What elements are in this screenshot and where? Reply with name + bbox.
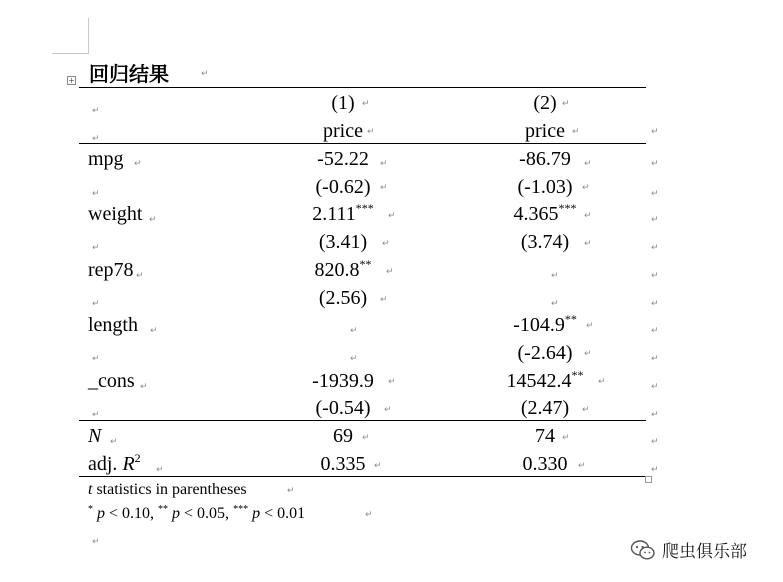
col2-depvar: price: [525, 120, 565, 142]
paragraph-mark: ↵: [374, 461, 382, 471]
row-label: mpg: [88, 148, 124, 170]
paragraph-mark: ↵: [651, 189, 659, 199]
row-label: _cons: [88, 370, 135, 392]
paragraph-mark: ↵: [384, 405, 392, 415]
paragraph-mark: ↵: [578, 461, 586, 471]
cell-col1: -1939.9: [312, 370, 374, 392]
paragraph-mark: ↵: [584, 239, 592, 249]
paragraph-mark: ↵: [136, 271, 144, 281]
stat-n-col2: 74: [535, 425, 555, 447]
note-significance: * p < 0.10, ** p < 0.05, *** p < 0.01: [88, 504, 306, 522]
header-rule: [79, 143, 646, 144]
table-move-handle[interactable]: +: [68, 76, 75, 85]
paragraph-mark: ↵: [562, 99, 570, 109]
col1-number: (1): [331, 92, 355, 114]
paragraph-mark: ↵: [584, 159, 592, 169]
stat-r2-col2: 0.330: [522, 453, 568, 475]
paragraph-mark: ↵: [586, 321, 594, 331]
cell-col1: 2.111***: [312, 201, 374, 225]
row-label: weight: [88, 203, 143, 225]
body-bottom-rule: [79, 420, 646, 421]
paragraph-mark: ↵: [92, 537, 100, 547]
paragraph-mark: ↵: [92, 106, 100, 116]
cell-col2: 4.365***: [513, 201, 577, 225]
paragraph-mark: ↵: [386, 267, 394, 277]
paragraph-mark: ↵: [92, 410, 100, 420]
paragraph-mark: ↵: [201, 69, 209, 79]
paragraph-mark: ↵: [92, 134, 100, 144]
paragraph-mark: ↵: [651, 127, 659, 137]
cell-col2: -86.79: [519, 148, 571, 170]
paragraph-mark: ↵: [651, 437, 659, 447]
paragraph-mark: ↵: [651, 243, 659, 253]
paragraph-mark: ↵: [572, 127, 580, 137]
paragraph-mark: ↵: [134, 159, 142, 169]
paragraph-mark: ↵: [582, 405, 590, 415]
table-top-rule: [79, 87, 646, 88]
row-label: rep78: [88, 259, 134, 281]
table-bottom-rule: [79, 476, 646, 477]
paragraph-mark: ↵: [380, 183, 388, 193]
paragraph-mark: ↵: [92, 299, 100, 309]
paragraph-mark: ↵: [651, 326, 659, 336]
paragraph-mark: ↵: [287, 486, 295, 496]
cell-col1: (-0.54): [315, 397, 371, 419]
cell-col1: (-0.62): [315, 176, 371, 198]
wechat-icon: [630, 539, 656, 561]
paragraph-mark: ↵: [651, 271, 659, 281]
paragraph-mark: ↵: [651, 159, 659, 169]
paragraph-mark: ↵: [651, 354, 659, 364]
stat-r2-label: adj. $R^2$: [88, 451, 141, 475]
paragraph-mark: ↵: [651, 299, 659, 309]
paragraph-mark: ↵: [380, 159, 388, 169]
cell-col2: -104.9**: [513, 312, 577, 336]
cell-col1: (2.56): [318, 287, 368, 309]
significance-stars: **: [359, 257, 372, 271]
table-resize-handle[interactable]: [645, 476, 652, 483]
paragraph-mark: ↵: [140, 382, 148, 392]
paragraph-mark: ↵: [584, 349, 592, 359]
cell-col1: -52.22: [317, 148, 369, 170]
paragraph-mark: ↵: [362, 433, 370, 443]
paragraph-mark: ↵: [382, 239, 390, 249]
paragraph-mark: ↵: [110, 437, 118, 447]
col1-depvar: price: [323, 120, 363, 142]
paragraph-mark: ↵: [651, 410, 659, 420]
col2-number: (2): [533, 92, 557, 114]
paragraph-mark: ↵: [388, 377, 396, 387]
significance-stars: **: [571, 368, 584, 382]
paragraph-mark: ↵: [92, 189, 100, 199]
paragraph-mark: ↵: [551, 271, 559, 281]
note-tstat: t statistics in parentheses: [88, 481, 247, 498]
paragraph-mark: ↵: [150, 326, 158, 336]
watermark: [630, 537, 747, 562]
paragraph-mark: ↵: [367, 127, 375, 137]
cell-col2: (2.47): [520, 397, 570, 419]
paragraph-mark: ↵: [380, 295, 388, 305]
paragraph-mark: ↵: [388, 211, 396, 221]
page-corner-mark: [52, 18, 89, 54]
stat-n-col1: 69: [333, 425, 353, 447]
paragraph-mark: ↵: [651, 465, 659, 475]
paragraph-mark: ↵: [551, 299, 559, 309]
paragraph-mark: ↵: [92, 243, 100, 253]
paragraph-mark: ↵: [156, 465, 164, 475]
significance-stars: ***: [355, 201, 374, 215]
cell-col2: (-1.03): [517, 176, 573, 198]
paragraph-mark: ↵: [562, 433, 570, 443]
paragraph-mark: ↵: [365, 510, 373, 520]
cell-col1: 820.8**: [314, 257, 372, 281]
paragraph-mark: ↵: [651, 382, 659, 392]
paragraph-mark: ↵: [651, 215, 659, 225]
watermark-text: 爬虫俱乐部: [662, 542, 747, 562]
paragraph-mark: ↵: [350, 326, 358, 336]
page-title: 回归结果: [89, 62, 169, 86]
paragraph-mark: ↵: [362, 99, 370, 109]
paragraph-mark: ↵: [598, 377, 606, 387]
row-label: length: [88, 314, 138, 336]
cell-col1: (3.41): [318, 231, 368, 253]
paragraph-mark: ↵: [149, 215, 157, 225]
paragraph-mark: ↵: [92, 354, 100, 364]
cell-col2: 14542.4**: [506, 368, 584, 392]
cell-col2: (3.74): [520, 231, 570, 253]
paragraph-mark: ↵: [582, 183, 590, 193]
significance-stars: **: [564, 312, 577, 326]
cell-col2: (-2.64): [517, 342, 573, 364]
paragraph-mark: ↵: [350, 354, 358, 364]
stat-n-label: N: [88, 425, 102, 447]
stat-r2-col1: 0.335: [320, 453, 366, 475]
significance-stars: ***: [558, 201, 577, 215]
paragraph-mark: ↵: [584, 211, 592, 221]
